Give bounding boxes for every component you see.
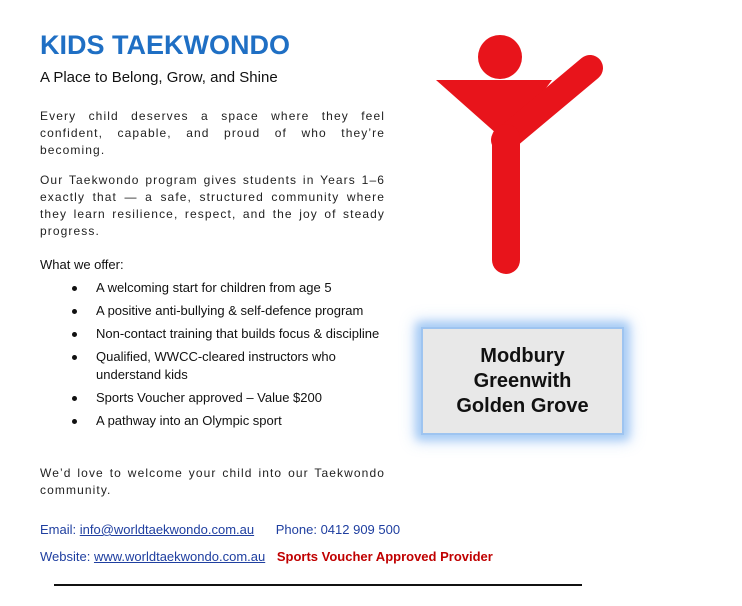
closing-paragraph: We’d love to welcome your child into our Taekwondo community. — [40, 466, 385, 497]
kicking-figure-icon — [430, 30, 610, 280]
bullet-icon — [72, 355, 77, 360]
page-subtitle: A Place to Belong, Grow, and Shine — [40, 69, 278, 86]
location-greenwith: Greenwith — [473, 369, 572, 392]
offer-item-text: A pathway into an Olympic sport — [96, 413, 282, 428]
bullet-icon — [72, 396, 77, 401]
offer-heading: What we offer: — [40, 257, 124, 272]
website-label: Website: — [40, 549, 91, 564]
offer-item-text: Sports Voucher approved – Value $200 — [96, 390, 322, 405]
offer-item-text: A positive anti-bullying & self-defence program — [96, 303, 364, 318]
logo-head — [478, 35, 522, 79]
offer-list-item — [54, 348, 384, 384]
phone-label: Phone: — [275, 522, 317, 537]
voucher-provider-note: Sports Voucher Approved Provider — [276, 549, 493, 564]
offer-item-text: Qualified, WWCC-cleared instructors who understand kids — [96, 349, 336, 382]
offer-list-item — [54, 389, 384, 407]
offer-list-item — [54, 279, 384, 297]
contact-website-row — [40, 549, 493, 564]
bullet-icon — [72, 419, 77, 424]
contact-email-row — [40, 522, 400, 537]
website-link[interactable]: www.worldtaekwondo.com.au — [93, 549, 266, 564]
offer-item-text: Non-contact training that builds focus & discipline — [96, 326, 380, 341]
phone-number: 0412 909 500 — [320, 522, 401, 537]
locations-box — [421, 327, 624, 435]
offer-item-text: A welcoming start for children from age 5 — [96, 280, 332, 295]
location-modbury: Modbury — [480, 344, 565, 367]
offer-list-item — [54, 325, 384, 343]
phone-block — [276, 522, 400, 537]
email-link[interactable]: info@worldtaekwondo.com.au — [79, 522, 255, 537]
offer-list-item — [54, 302, 384, 320]
intro-paragraph-1: Every child deserves a space where they feel confident, capable, and proud of who they’re becoming. — [40, 109, 385, 157]
bullet-icon — [72, 332, 77, 337]
bullet-icon — [72, 286, 77, 291]
offer-list-item — [54, 412, 384, 430]
intro-paragraph-2: Our Taekwondo program gives students in Years 1–6 exactly that — a safe, structured community where they learn resilience, respect, and the joy of steady progress. — [40, 173, 385, 238]
location-golden-grove: Golden Grove — [456, 394, 589, 417]
bullet-icon — [72, 309, 77, 314]
footer-divider — [54, 584, 582, 586]
page-title: KIDS TAEKWONDO — [40, 30, 290, 60]
email-label: Email: — [40, 522, 77, 537]
offer-list — [54, 279, 384, 435]
